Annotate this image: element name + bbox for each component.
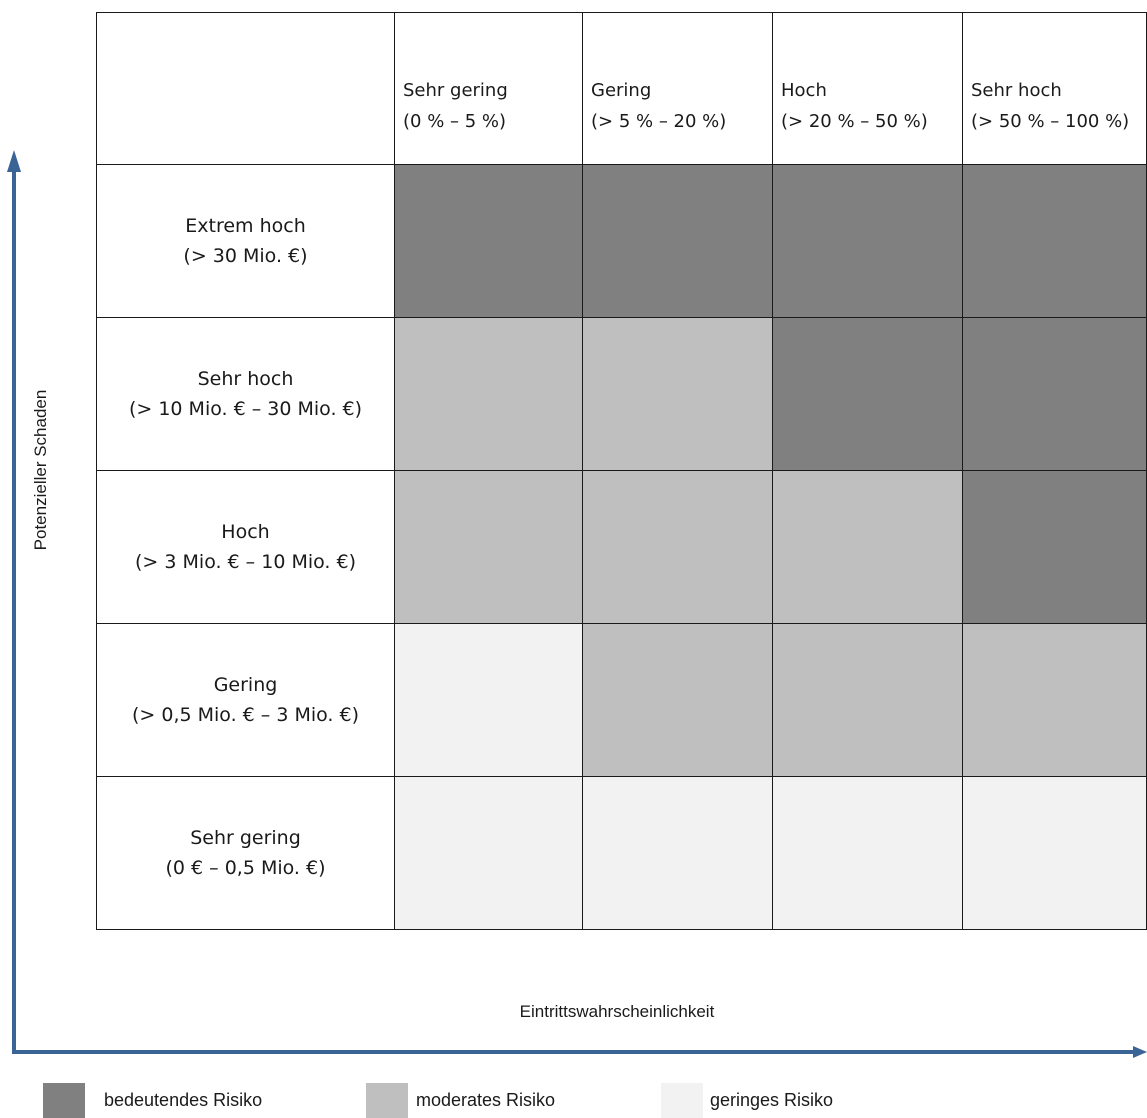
legend-label-moderate: moderates Risiko [416,1090,556,1110]
row-header-label: Sehr hoch [197,368,294,390]
row-header-label: Gering [213,674,278,696]
row-header-label: Sehr gering [190,827,301,849]
legend-label-high: bedeutendes Risiko [104,1090,263,1110]
column-header-label: Sehr hoch [971,80,1062,101]
column-header-range: (> 20 % – 50 %) [781,111,928,132]
y-axis-arrowhead [7,150,21,172]
x-axis-arrowhead [1133,1046,1147,1058]
row-header-range: (> 10 Mio. € – 30 Mio. €) [128,398,363,420]
column-header-label: Sehr gering [403,80,508,101]
y-axis-label: Potenzieller Schaden [31,389,50,551]
legend-label-low: geringes Risiko [710,1090,834,1110]
column-header-label: Gering [591,80,652,101]
legend-swatch-moderate [366,1083,408,1118]
row-header-label: Hoch [221,521,270,543]
column-header-range: (> 5 % – 20 %) [591,111,727,132]
row-header-range: (> 0,5 Mio. € – 3 Mio. €) [131,704,359,726]
column-header-range: (0 % – 5 %) [403,111,507,132]
row-header-range: (0 € – 0,5 Mio. €) [165,857,326,879]
legend-swatch-high [43,1083,85,1118]
row-header-label: Extrem hoch [185,215,306,237]
legend-swatch-low [661,1083,703,1118]
row-header-range: (> 30 Mio. €) [183,245,308,267]
column-header-label: Hoch [781,80,827,101]
x-axis-label: Eintrittswahrscheinlichkeit [519,1002,715,1021]
column-header-range: (> 50 % – 100 %) [971,111,1130,132]
row-header-range: (> 3 Mio. € – 10 Mio. €) [135,551,356,573]
